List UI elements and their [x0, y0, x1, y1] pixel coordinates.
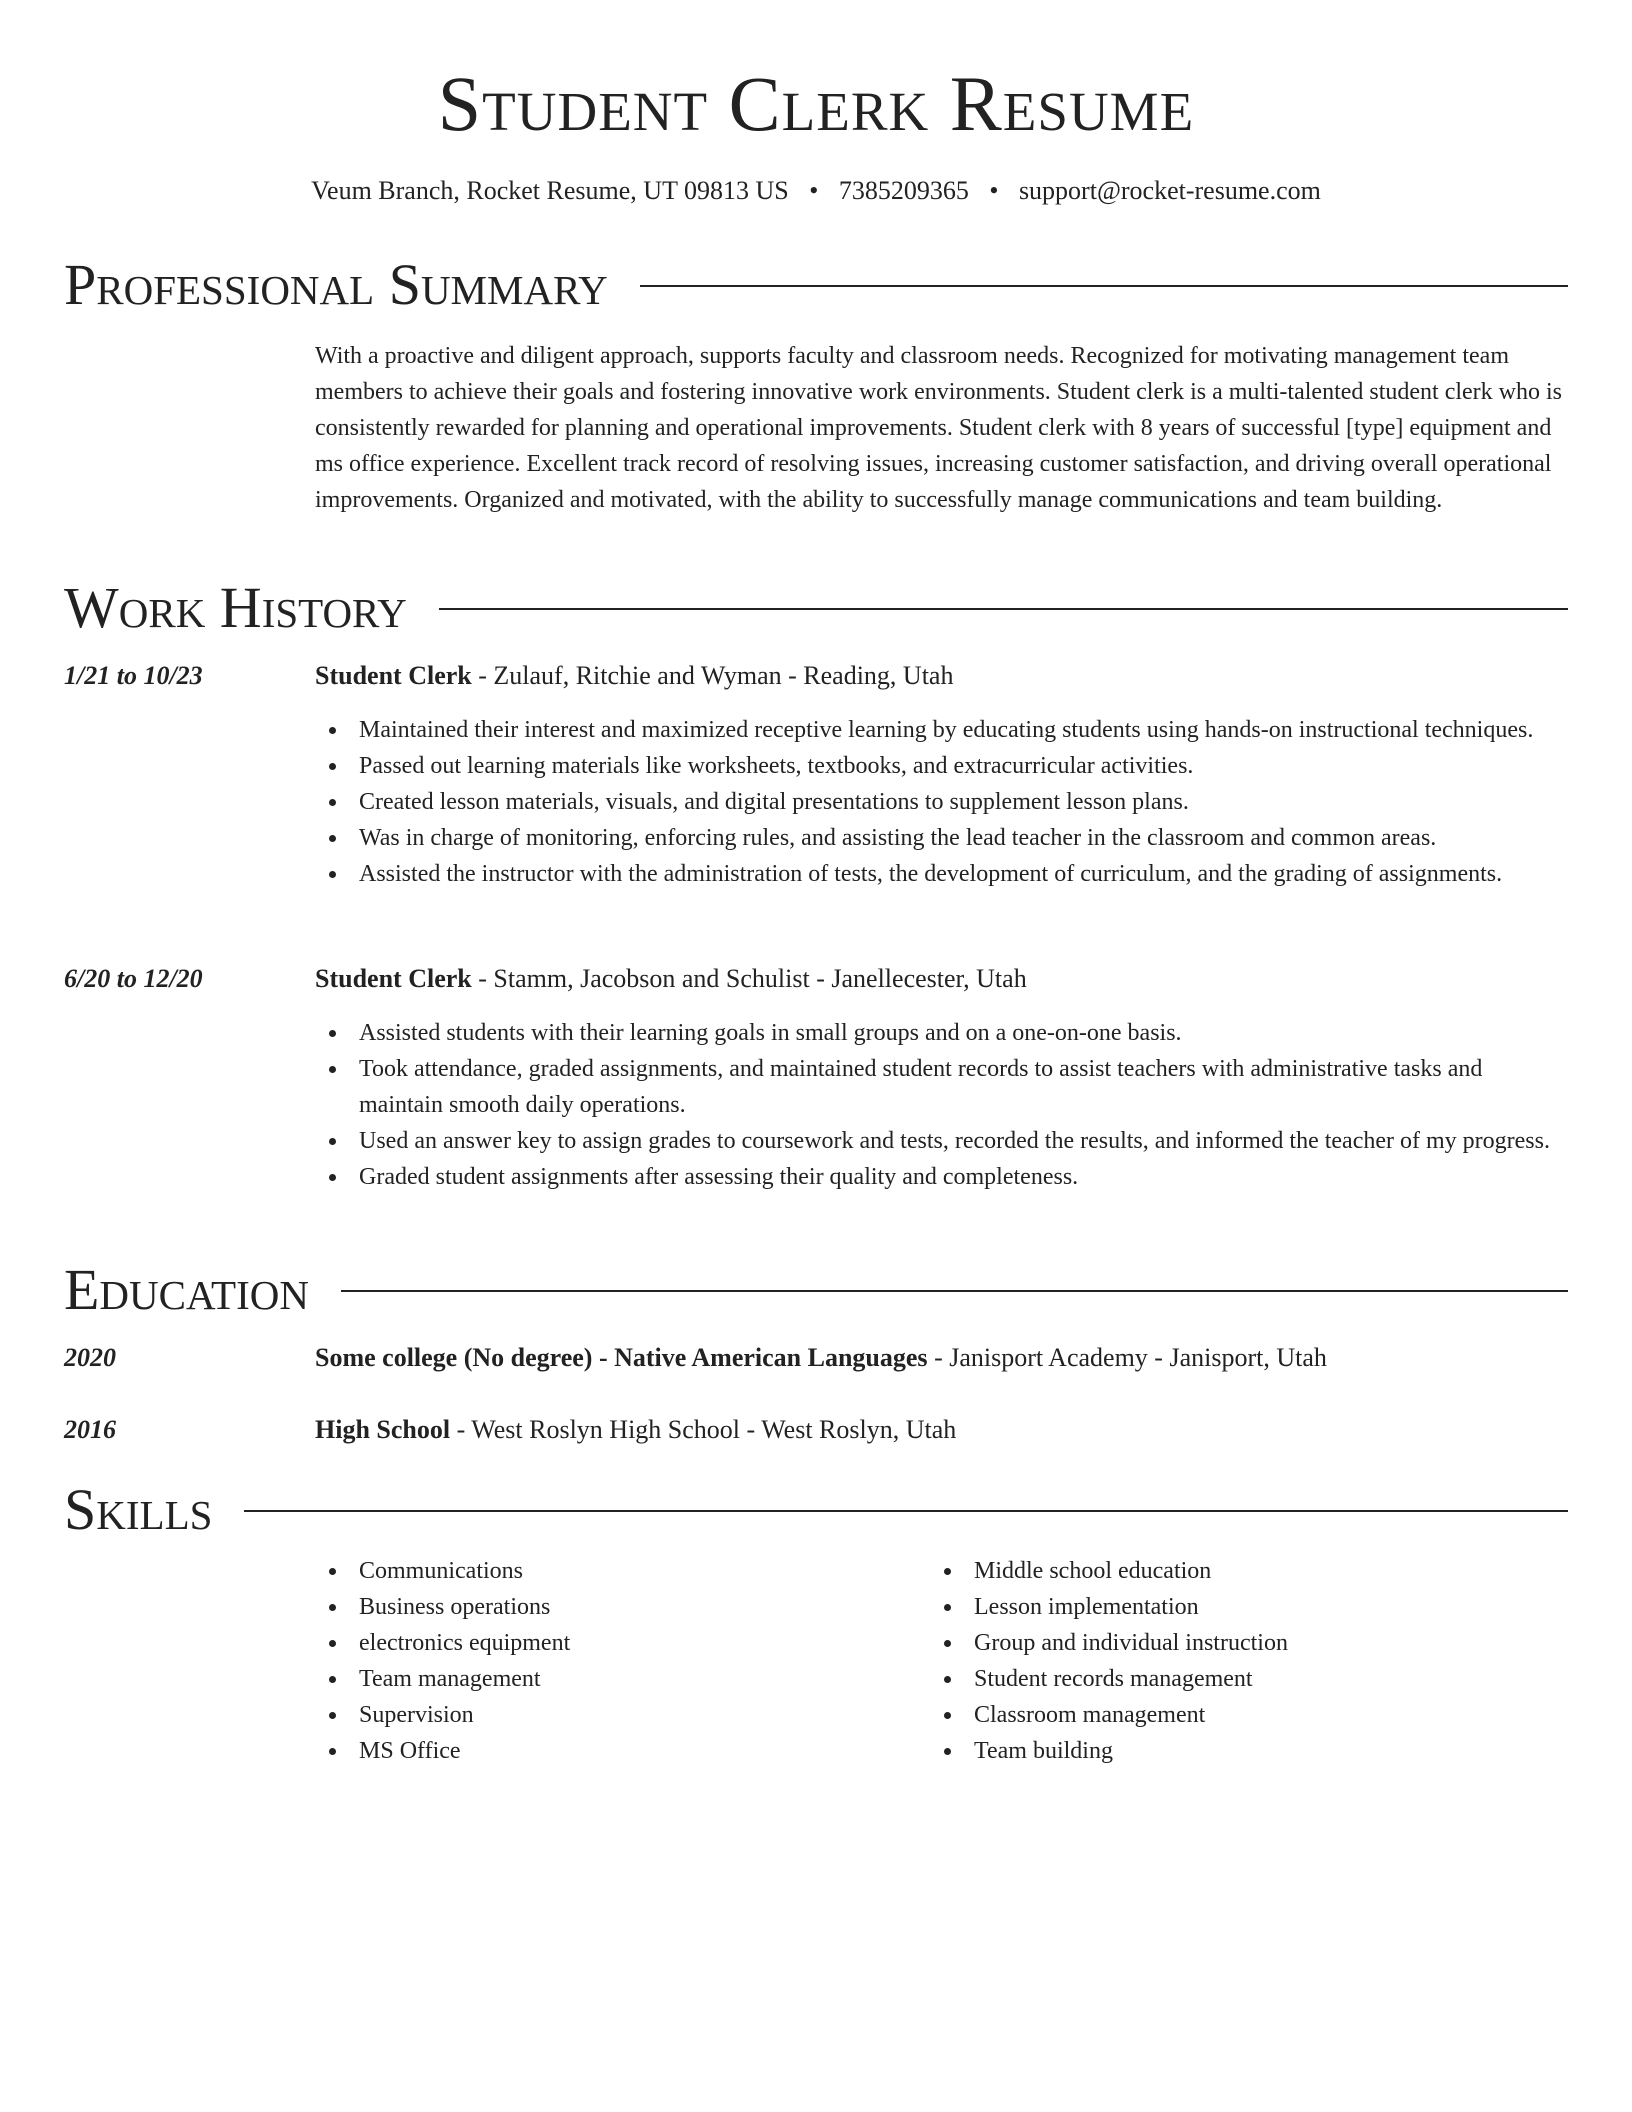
education-year: 2020 — [64, 1343, 116, 1372]
list-item: Took attendance, graded assignments, and maintained student records to assist teachers with administrative tasks and maintain smooth daily operations. — [315, 1051, 1570, 1123]
work-heading — [315, 659, 1568, 693]
degree: High School — [315, 1415, 451, 1444]
work-dates: 1/21 to 10/23 — [64, 661, 203, 690]
resume-title: Student Clerk Resume — [437, 60, 1195, 147]
contact-separator: • — [989, 176, 999, 205]
skill-item: Team management — [315, 1661, 875, 1697]
section-skills-heading — [64, 1475, 1568, 1545]
summary-text: With a proactive and diligent approach, supports faculty and classroom needs. Recognized for motivating management team members to achieve their goals and fostering innovative work environments. Student clerk is a multi-talented student clerk who is consistently rewarded for planning and operational improvements. Student clerk with 8 years of successful [type] equipment and ms office experience. Excellent track record of resolving issues, increasing customer satisfaction, and driving overall operational improvements. Organized and motivated, with the ability to successfully manage communications and team building. — [315, 343, 1563, 513]
work-dates: 6/20 to 12/20 — [64, 964, 203, 993]
job-details: - Zulauf, Ritchie and Wyman - Reading, Utah — [471, 661, 954, 690]
skill-item: MS Office — [315, 1733, 875, 1769]
contact-address: Veum Branch, Rocket Resume, UT 09813 US — [311, 176, 789, 205]
skills-list-left — [315, 1553, 875, 1769]
work-heading — [315, 962, 1568, 996]
skill-item: electronics equipment — [315, 1625, 875, 1661]
contact-line — [0, 174, 1632, 208]
section-divider — [341, 1290, 1568, 1292]
skill-item: Team building — [930, 1733, 1490, 1769]
contact-separator: • — [809, 176, 819, 205]
list-item: Assisted the instructor with the administration of tests, the development of curriculum, and the grading of assignments. — [315, 856, 1570, 892]
skill-item: Classroom management — [930, 1697, 1490, 1733]
section-title: Work History — [64, 575, 407, 640]
education-heading — [315, 1413, 1568, 1447]
section-summary-heading — [64, 250, 1568, 320]
contact-email: support@rocket-resume.com — [1018, 176, 1321, 205]
education-year: 2016 — [64, 1415, 116, 1444]
skill-item: Middle school education — [930, 1553, 1490, 1589]
job-details: - Stamm, Jacobson and Schulist - Janellecester, Utah — [471, 964, 1027, 993]
job-title: Student Clerk — [315, 964, 472, 993]
work-bullets — [315, 712, 1570, 892]
list-item: Used an answer key to assign grades to coursework and tests, recorded the results, and informed the teacher of my progress. — [315, 1123, 1570, 1159]
school-details: - Janisport Academy - Janisport, Utah — [927, 1343, 1327, 1372]
list-item: Graded student assignments after assessing their quality and completeness. — [315, 1159, 1570, 1195]
work-bullets — [315, 1015, 1570, 1195]
school-details: - West Roslyn High School - West Roslyn, Utah — [450, 1415, 957, 1444]
section-education-heading — [64, 1255, 1568, 1325]
section-divider — [439, 608, 1568, 610]
skill-item: Communications — [315, 1553, 875, 1589]
skill-item: Business operations — [315, 1589, 875, 1625]
list-item: Was in charge of monitoring, enforcing rules, and assisting the lead teacher in the classroom and common areas. — [315, 820, 1570, 856]
section-divider — [244, 1510, 1568, 1512]
contact-phone: 7385209365 — [838, 176, 969, 205]
list-item: Maintained their interest and maximized receptive learning by educating students using hands-on instructional techniques. — [315, 712, 1570, 748]
skill-item: Lesson implementation — [930, 1589, 1490, 1625]
degree: Some college (No degree) - Native American Languages — [315, 1343, 928, 1372]
section-title: Education — [64, 1257, 309, 1322]
skill-item: Student records management — [930, 1661, 1490, 1697]
education-heading — [315, 1341, 1568, 1375]
section-divider — [640, 285, 1568, 287]
list-item: Assisted students with their learning goals in small groups and on a one-on-one basis. — [315, 1015, 1570, 1051]
section-title: Skills — [64, 1477, 213, 1542]
section-work-heading — [64, 573, 1568, 643]
list-item: Created lesson materials, visuals, and digital presentations to supplement lesson plans. — [315, 784, 1570, 820]
list-item: Passed out learning materials like worksheets, textbooks, and extracurricular activities. — [315, 748, 1570, 784]
job-title: Student Clerk — [315, 661, 472, 690]
skills-list-right — [930, 1553, 1490, 1769]
skill-item: Supervision — [315, 1697, 875, 1733]
section-title: Professional Summary — [64, 252, 608, 317]
skill-item: Group and individual instruction — [930, 1625, 1490, 1661]
